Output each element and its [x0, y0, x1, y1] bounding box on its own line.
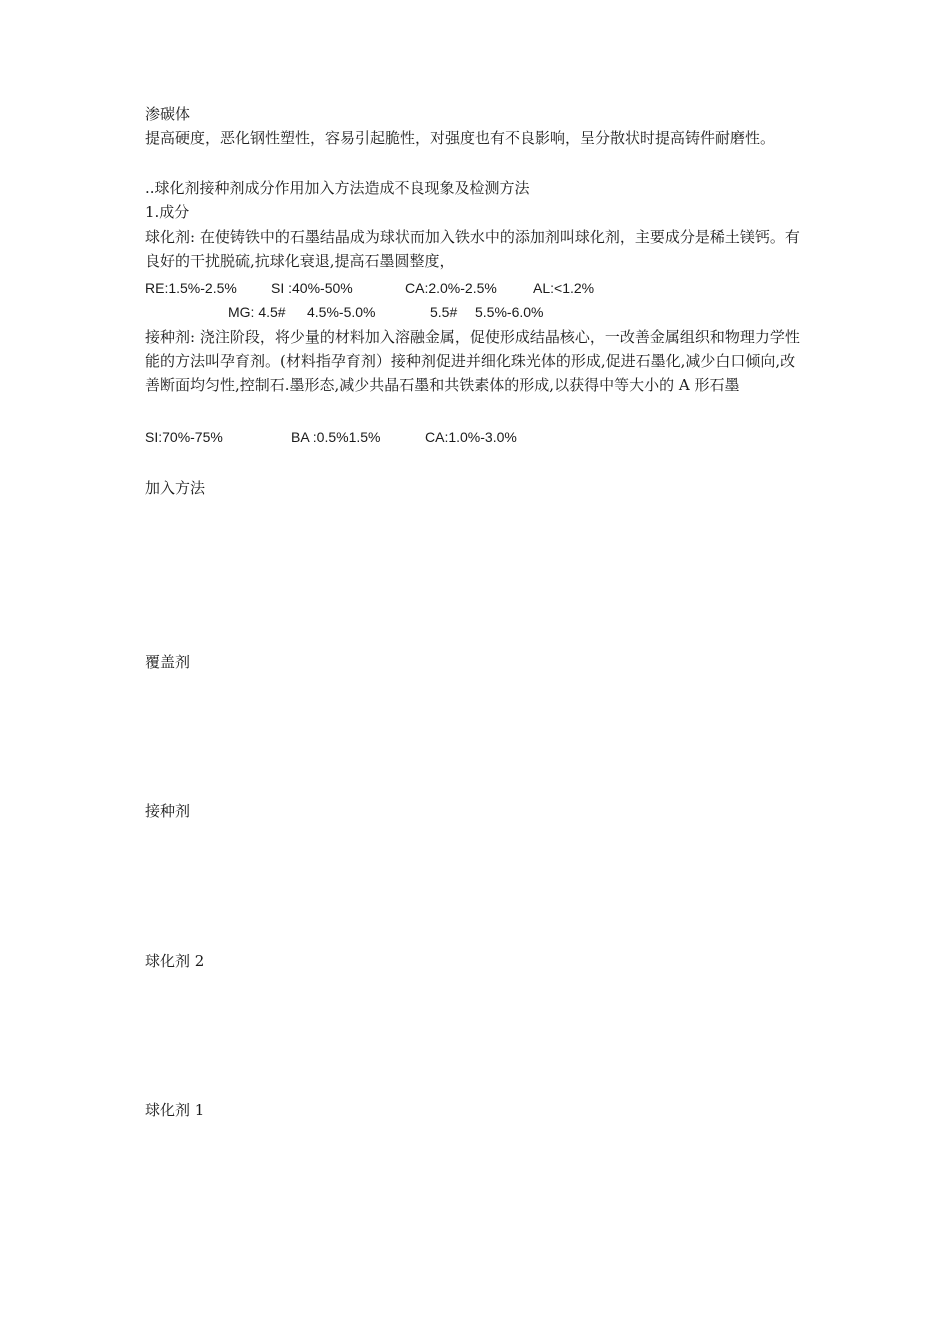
nodulizer-re: RE:1.5%-2.5% [145, 280, 237, 296]
heading-nodulizer-1: 球化剂 1 [145, 1101, 205, 1119]
nodulizer-description: 球化剂: 在使铸铁中的石墨结晶成为球状而加入铁水中的添加剂叫球化剂，主要成分是稀土镁钙。有良好的干扰脱硫,抗球化衰退,提高石墨圆整度， [145, 228, 800, 270]
inoculant-si: SI:70%-75% [145, 429, 223, 445]
nodulizer-mg-range2: 5.5%-6.0% [475, 304, 544, 320]
heading-inoculant: 接种剂 [145, 802, 191, 820]
section-title: ..球化剂接种剂成分作用加入方法造成不良现象及检测方法 [145, 179, 530, 197]
heading-addition-method: 加入方法 [145, 479, 206, 497]
inoculant-ba: BA :0.5%1.5% [291, 429, 381, 445]
heading-nodulizer-2: 球化剂 2 [145, 952, 205, 970]
nodulizer-mg-range1: 4.5%-5.0% [307, 304, 376, 320]
nodulizer-mg-grade2: 5.5# [430, 304, 458, 320]
composition-heading: 1.成分 [145, 203, 190, 221]
heading-cover-agent: 覆盖剂 [145, 653, 191, 671]
cementite-description: 提高硬度，恶化钢性塑性，容易引起脆性，对强度也有不良影响，呈分散状时提高铸件耐磨性。 [145, 129, 776, 147]
nodulizer-si: SI :40%-50% [271, 280, 353, 296]
nodulizer-mg-grade1: MG: 4.5# [228, 304, 286, 320]
nodulizer-ca: CA:2.0%-2.5% [405, 280, 497, 296]
nodulizer-al: AL:<1.2% [533, 280, 595, 296]
heading-cementite: 渗碳体 [145, 105, 191, 123]
inoculant-ca: CA:1.0%-3.0% [425, 429, 517, 445]
inoculant-description: 接种剂: 浇注阶段，将少量的材料加入溶融金属，促使形成结晶核心，一改善金属组织和物理力学性能的方法叫孕育剂。(材料指孕育剂）接种剂促进并细化珠光体的形成,促进石墨化,减少白口倾向,改善断面均匀性,控制石.墨形态,减少共晶石墨和共铁素体的形成,以获得中等大小的 A 形石墨 [145, 328, 800, 394]
